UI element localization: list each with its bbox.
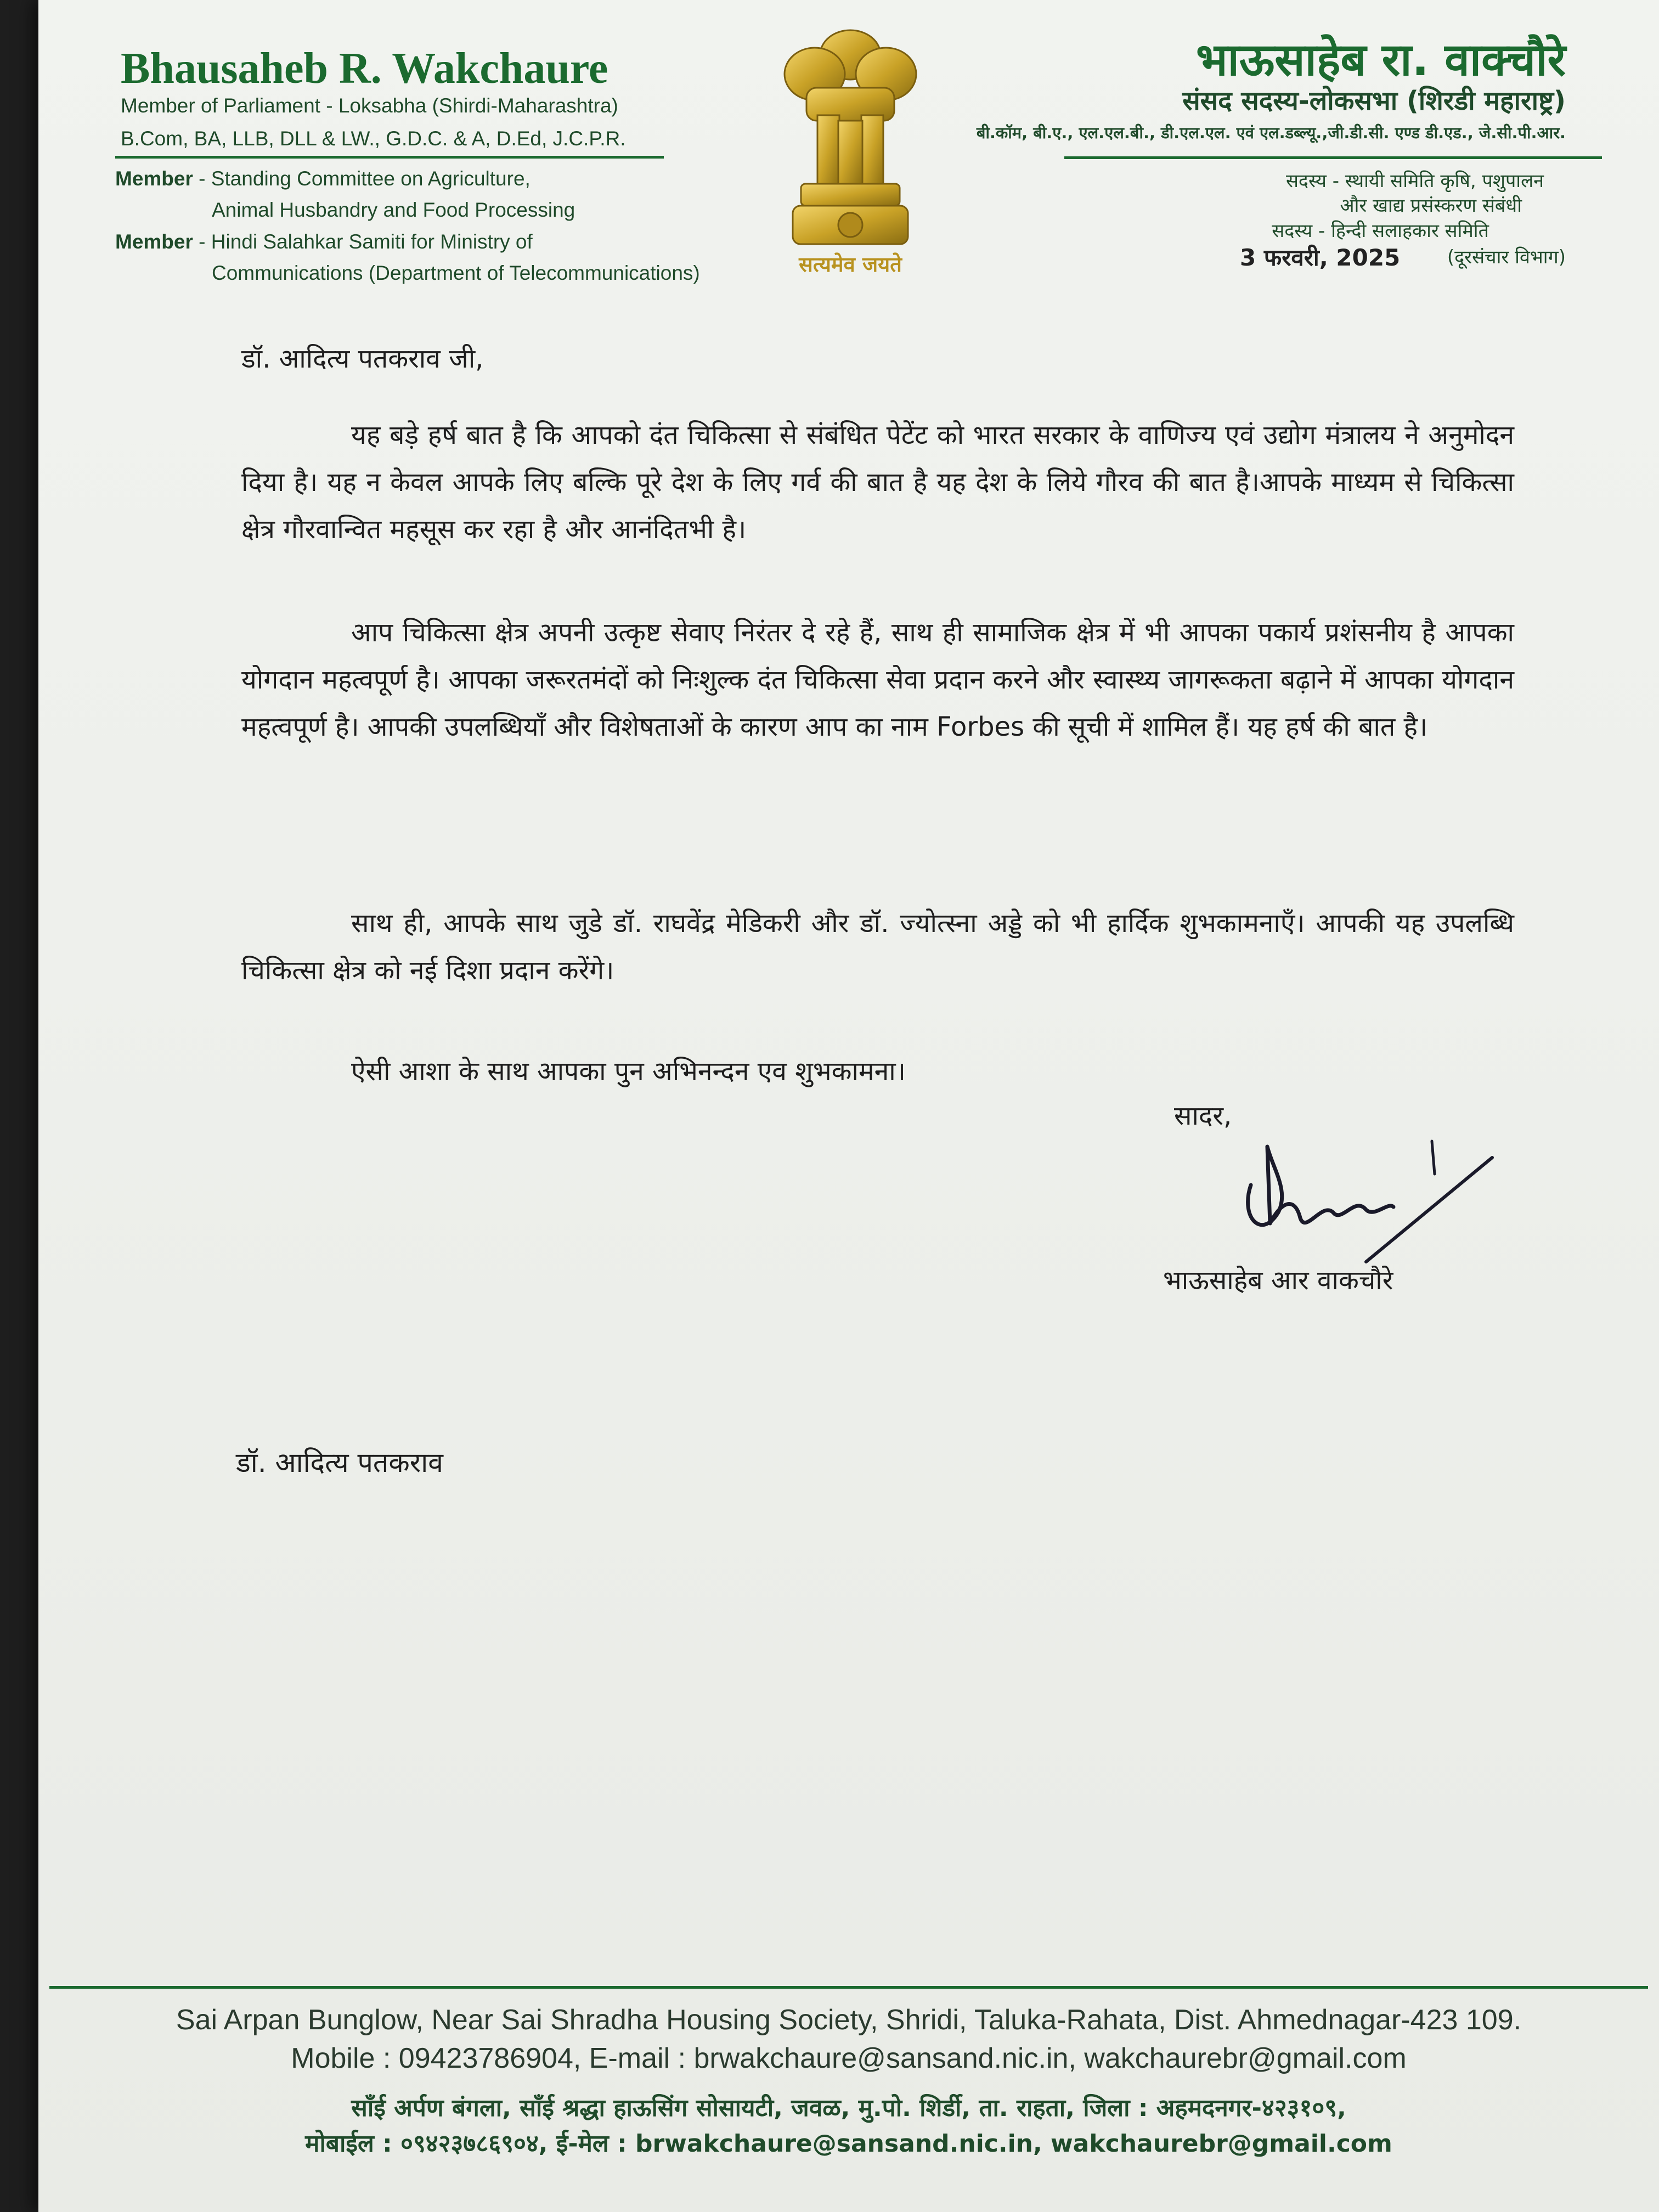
- paragraph-4: ऐसी आशा के साथ आपका पुन अभिनन्दन एव शुभकामना।: [351, 1056, 906, 1087]
- letterhead-member2b-english: Communications (Department of Telecommunications): [212, 262, 700, 284]
- letterhead-member2-hindi: सदस्य - हिन्दी सलाहकार समिति: [1272, 220, 1489, 242]
- letterhead-designation-english: Member of Parliament - Loksabha (Shirdi-Maharashtra): [121, 94, 618, 117]
- paragraph-3: साथ ही, आपके साथ जुडे डॉ. राघवेंद्र मेडिकरी और डॉ. ज्योत्स्ना अड्डे को भी हार्दिक शुभकामनाएँ। आपकी यह उपलब्धि चिकित्सा क्षेत्र को नई दिशा प्रदान करेंगे।: [241, 908, 1514, 986]
- closing: सादर,: [1174, 1101, 1232, 1131]
- letterhead-rule-english: [115, 156, 664, 159]
- letterhead-designation-hindi: संसद सदस्य-लोकसभा (शिरडी महाराष्ट्र): [1182, 86, 1566, 116]
- letterhead-qualifications-english: B.Com, BA, LLB, DLL & LW., G.D.C. & A, D.Ed, J.C.P.R.: [121, 127, 626, 150]
- paragraph-1: यह बड़े हर्ष बात है कि आपको दंत चिकित्सा से संबंधित पेटेंट को भारत सरकार के वाणिज्य एवं उद्योग मंत्रालय ने अनुमोदन दिया है। यह न केवल आपके लिए बल्कि पूरे देश के लिए गर्व की बात है यह देश के लिये गौरव की बात है।आपके माध्यम से चिकित्सा क्षेत्र गौरवान्वित महसूस कर रहा है और आनंदितभी है।: [241, 420, 1514, 545]
- letterhead-name-english: Bhausaheb R. Wakchaure: [121, 44, 608, 93]
- member-text: - Standing Committee on Agriculture,: [199, 167, 531, 190]
- letterhead-name-hindi: भाऊसाहेब रा. वाक्चौरे: [1195, 34, 1566, 86]
- letter-page: [38, 0, 1659, 2212]
- footer-address-hindi: साँई अर्पण बंगला, साँई श्रद्धा हाऊसिंग सोसायटी, जवळ, मु.पो. शिर्डी, ता. राहता, जिला : अहमदनगर-४२३१०९,: [351, 2094, 1346, 2122]
- emblem-motto: सत्यमेव जयते: [799, 252, 902, 276]
- letterhead-qualifications-hindi: बी.कॉम, बी.ए., एल.एल.बी., डी.एल.एल. एवं एल.डब्ल्यू.,जी.डी.सी. एण्ड डी.एड., जे.सी.पी.आर.: [976, 123, 1566, 142]
- signer-name: भाऊसाहेब आर वाकचौरे: [1163, 1265, 1393, 1296]
- letterhead-member1-english: [115, 167, 531, 190]
- member-text: - Hindi Salahkar Samiti for Ministry of: [199, 230, 533, 253]
- letterhead-member1b-english: Animal Husbandry and Food Processing: [212, 199, 575, 221]
- letterhead-rule-hindi: [1064, 156, 1602, 159]
- letterhead-member2b-hindi: (दूरसंचार विभाग): [1447, 246, 1566, 268]
- member-label: Member: [115, 230, 193, 253]
- letter-date: 3 फरवरी, 2025: [1240, 244, 1401, 271]
- paragraph-2: आप चिकित्सा क्षेत्र अपनी उत्कृष्ट सेवाए निरंतर दे रहे हैं, साथ ही सामाजिक क्षेत्र में भी आपका पकार्य प्रशंसनीय है आपका योगदान महत्वपूर्ण है। आपका जरूरतमंदों को निःशुल्क दंत चिकित्सा सेवा प्रदान करने और स्वास्थ्य जागरूकता बढ़ाने में आपका योगदान महत्वपूर्ण है। आपकी उपलब्धियाँ और विशेषताओं के कारण आप का नाम Forbes की सूची में शामिल हैं। यह हर्ष की बात है।: [241, 617, 1514, 742]
- letterhead-member1-hindi: सदस्य - स्थायी समिति कृषि, पशुपालन: [1285, 170, 1544, 192]
- letterhead-member1b-hindi: और खाद्य प्रसंस्करण संबंधी: [1340, 195, 1522, 217]
- member-label: Member: [115, 167, 193, 190]
- footer-rule: [49, 1986, 1648, 1989]
- letterhead-member2-english: [115, 230, 533, 253]
- salutation: डॉ. आदित्य पतकराव जी,: [241, 343, 484, 374]
- footer-address-english: Sai Arpan Bunglow, Near Sai Shradha Housing Society, Shridi, Taluka-Rahata, Dist. Ahmednagar-423 109.: [176, 2004, 1522, 2036]
- footer-contact-hindi: मोबाईल : ०९४२३७८६९०४, ई-मेल : brwakchaure@sansand.nic.in, wakchaurebr@gmail.com: [305, 2130, 1392, 2158]
- addressee: डॉ. आदित्य पतकराव: [236, 1447, 443, 1479]
- handwritten-signature: [1229, 1136, 1514, 1273]
- national-emblem-icon: [763, 22, 938, 280]
- footer-contact-english: Mobile : 09423786904, E-mail : brwakchaure@sansand.nic.in, wakchaurebr@gmail.com: [291, 2042, 1407, 2074]
